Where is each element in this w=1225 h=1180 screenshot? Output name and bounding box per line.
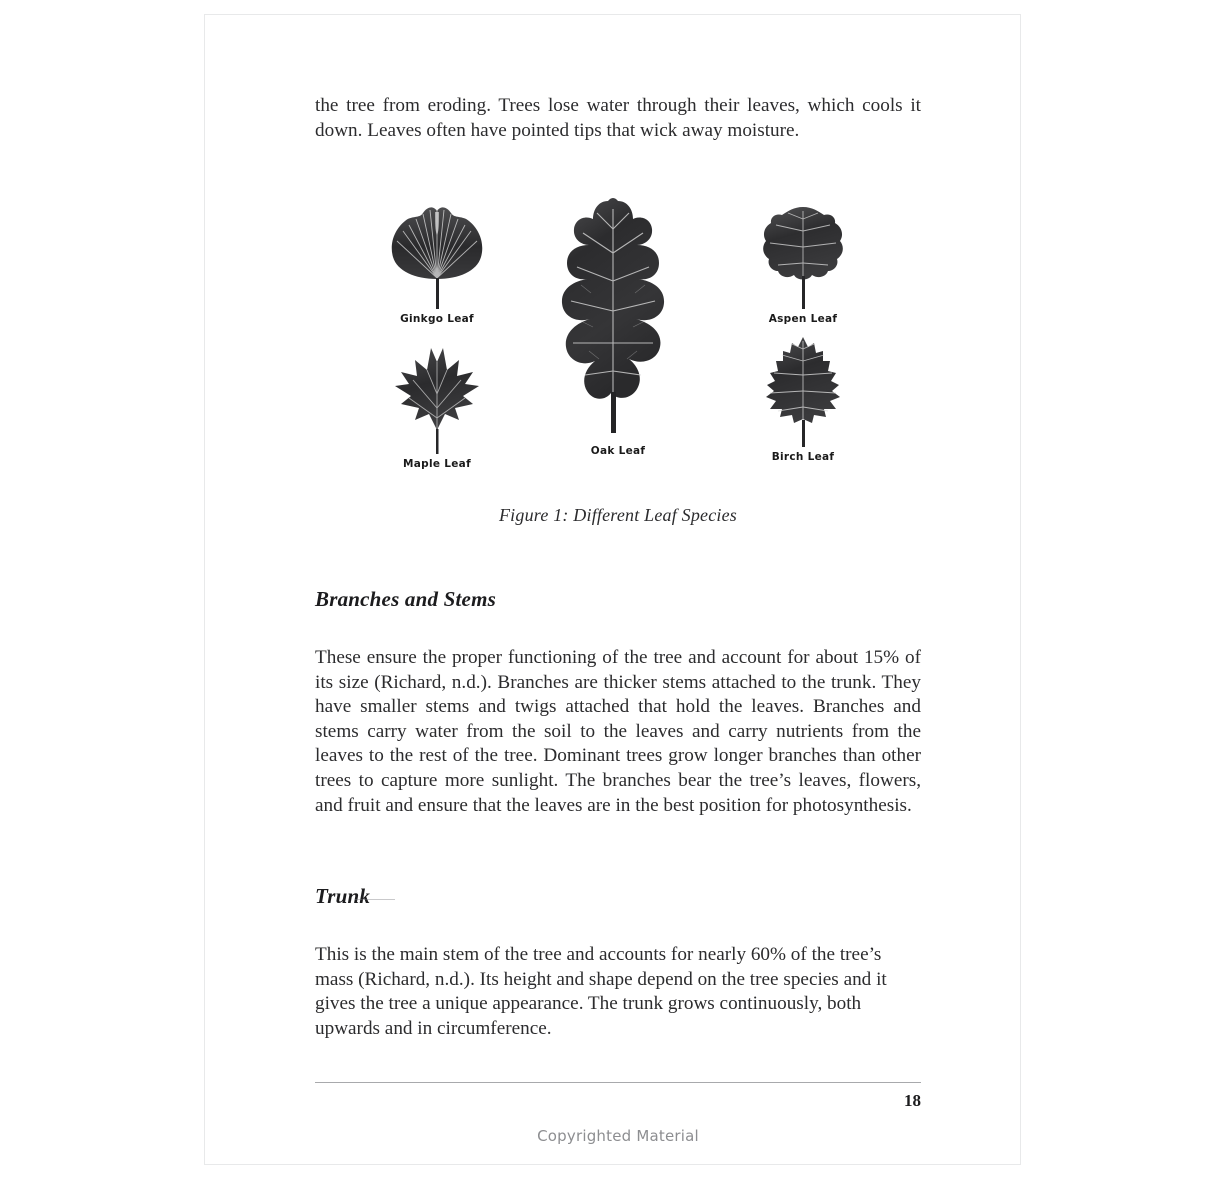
leaf-label-birch: Birch Leaf xyxy=(771,451,835,463)
leaf-item-oak xyxy=(533,193,703,457)
section-heading-branches-and-stems: Branches and Stems xyxy=(315,587,496,611)
footer-divider xyxy=(315,1082,921,1083)
scan-artifact-line xyxy=(355,899,395,900)
leaf-item-ginkgo xyxy=(367,201,507,325)
document-page xyxy=(204,14,1021,1165)
section-heading-trunk: Trunk xyxy=(315,884,371,908)
leaf-label-ginkgo: Ginkgo Leaf xyxy=(400,313,474,325)
copyright-notice-text: Copyrighted Material xyxy=(537,1127,699,1145)
section-body-branches-and-stems: These ensure the proper functioning of the tree and account for about 15% of its size (Richard, n.d.). Branches are thicker stems attached to the trunk. They have smaller stems and twigs attached that hold the leaves. Branches and stems carry water from the soil to the leaves and carry nutrients from the leaves to the rest of the tree. Dominant trees grow longer branches than other trees to capture more sunlight. The branches bear the tree’s leaves, flowers, and fruit and ensure that the leaves are in the best position for photosynthesis. xyxy=(315,647,921,816)
section-body-trunk: This is the main stem of the tree and accounts for nearly 60% of the tree’s mass (Richard, n.d.). Its height and shape depend on the tree species and it gives the tree a unique appearance. The trunk grows continuously, both upwards and in circumference. xyxy=(315,944,887,1039)
birch-leaf-illustration xyxy=(758,333,848,451)
intro-paragraph: the tree from eroding. Trees lose water through their leaves, which cools it down. Leaves often have pointed tips that wick away moisture. xyxy=(315,95,921,141)
figure-caption: Figure 1: Different Leaf Species xyxy=(498,505,737,525)
leaf-label-aspen: Aspen Leaf xyxy=(768,313,838,325)
leaf-item-birch xyxy=(733,333,873,463)
ginkgo-leaf-illustration xyxy=(385,201,489,313)
leaf-species-figure xyxy=(315,183,921,483)
leaf-label-oak: Oak Leaf xyxy=(590,445,646,457)
oak-leaf-illustration xyxy=(559,193,677,441)
leaf-label-maple: Maple Leaf xyxy=(403,458,471,470)
leaf-item-aspen xyxy=(733,201,873,325)
aspen-leaf-illustration xyxy=(758,201,848,313)
page-number: 18 xyxy=(904,1091,921,1110)
maple-leaf-illustration xyxy=(385,338,489,458)
leaf-item-maple xyxy=(367,338,507,470)
copyright-notice-strip xyxy=(315,1127,921,1147)
